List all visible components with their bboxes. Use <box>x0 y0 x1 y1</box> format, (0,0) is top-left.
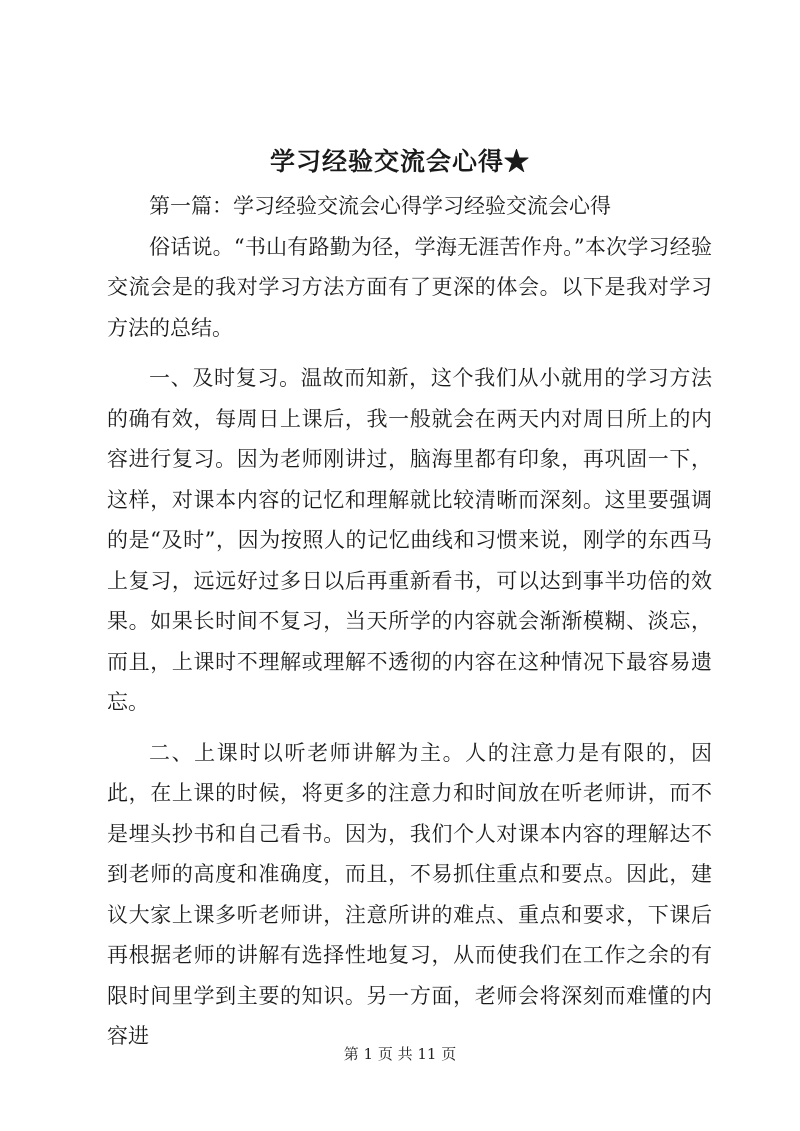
page-number-footer: 第 1 页 共 11 页 <box>343 1045 457 1063</box>
document-title: 学习经验交流会心得★ <box>269 147 530 176</box>
section-heading: 第一篇：学习经验交流会心得学习经验交流会心得 <box>149 194 611 218</box>
document-body <box>107 186 712 1057</box>
paragraph-intro: 俗话说。“书山有路勤为径，学海无涯苦作舟。”本次学习经验交流会是的我对学习方法方面有了更深的体会。以下是我对学习方法的总结。 <box>107 234 712 340</box>
paragraph-point-one: 一、及时复习。温故而知新，这个我们从小就用的学习方法的确有效，每周日上课后，我一般就会在两天内对周日所上的内容进行复习。因为老师刚讲过，脑海里都有印象，再巩固一下，这样，对课本内容的记忆和理解就比较清晰而深刻。这里要强调的是“及时”，因为按照人的记忆曲线和习惯来说，刚学的东西马上复习，远远好过多日以后再重新看书，可以达到事半功倍的效果。如果长时间不复习，当天所学的内容就会渐渐模糊、淡忘，而且，上课时不理解或理解不透彻的内容在这种情况下最容易遗忘。 <box>107 366 712 714</box>
paragraph-point-two: 二、上课时以听老师讲解为主。人的注意力是有限的，因此，在上课的时候，将更多的注意力和时间放在听老师讲，而不是埋头抄书和自己看书。因为，我们个人对课本内容的理解达不到老师的高度和准确度，而且，不易抓住重点和要点。因此，建议大家上课多听老师讲，注意所讲的难点、重点和要求，下课后再根据老师的讲解有选择性地复习，从而使我们在工作之余的有限时间里学到主要的知识。另一方面，老师会将深刻而难懂的内容进 <box>107 740 712 1048</box>
